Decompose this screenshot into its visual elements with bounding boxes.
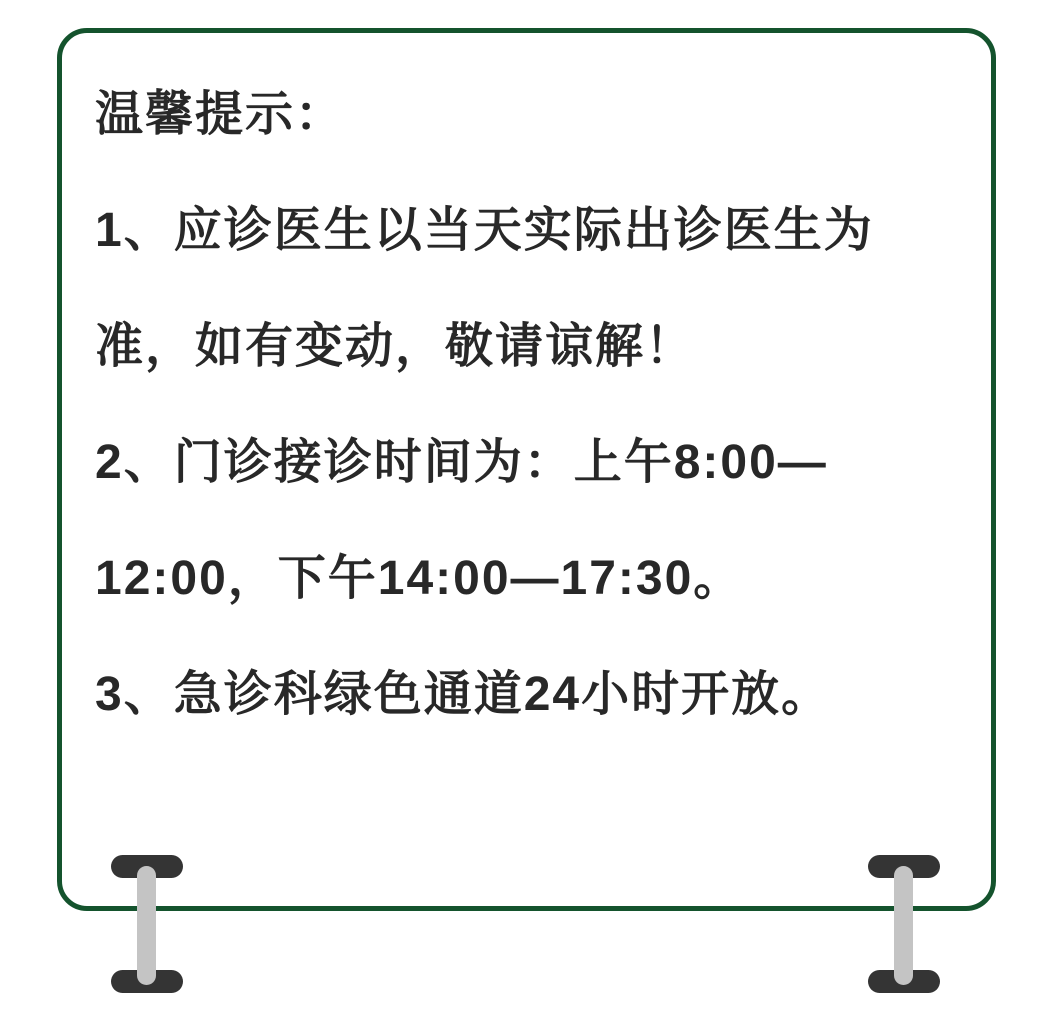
stand-leg-right	[867, 855, 941, 995]
leg-left-bar	[137, 866, 156, 985]
notice-line-4: 12:00，下午14:00—17:30。	[95, 552, 744, 605]
stand-leg-left	[110, 855, 184, 995]
notice-text-block	[95, 57, 981, 753]
notice-title: 温馨提示：	[95, 88, 346, 141]
notice-line-5: 3、急诊科绿色通道24小时开放。	[95, 668, 832, 721]
notice-line-2: 准，如有变动，敬请谅解！	[95, 320, 696, 373]
leg-right-bar	[894, 866, 913, 985]
notice-line-1: 1、应诊医生以当天实际出诊医生为	[95, 204, 874, 257]
notice-line-3: 2、门诊接诊时间为：上午8:00—	[95, 436, 828, 489]
notice-board	[57, 28, 996, 911]
